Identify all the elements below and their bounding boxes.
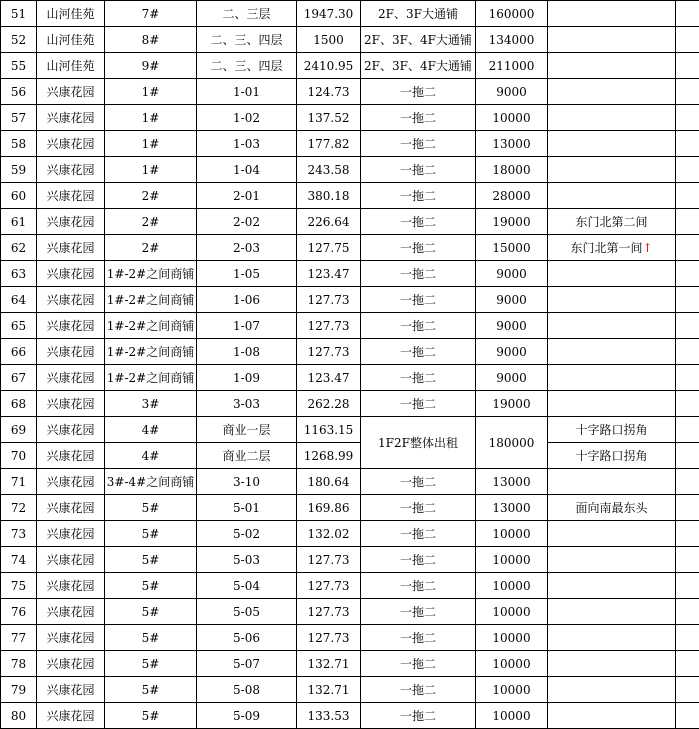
blank-cell: [676, 365, 699, 391]
note-cell: [548, 495, 676, 521]
property-name-cell: 山河佳苑: [37, 27, 105, 53]
row-number-cell: 74: [1, 547, 37, 573]
area-cell: 137.52: [297, 105, 361, 131]
note-cell: [548, 209, 676, 235]
layout-type-cell: 一拖二: [361, 391, 476, 417]
layout-type-cell: 一拖二: [361, 261, 476, 287]
property-name-cell: 兴康花园: [37, 313, 105, 339]
note-cell: [548, 157, 676, 183]
property-name-cell: 兴康花园: [37, 443, 105, 469]
building-cell: 5#: [105, 547, 197, 573]
property-name-cell: 兴康花园: [37, 651, 105, 677]
row-number-cell: 62: [1, 235, 37, 261]
blank-cell: [676, 1, 699, 27]
blank-cell: [676, 131, 699, 157]
row-number-cell: 63: [1, 261, 37, 287]
note-cell: [548, 1, 676, 27]
note-cell: [548, 287, 676, 313]
layout-type-cell: 一拖二: [361, 677, 476, 703]
building-cell: 5#: [105, 495, 197, 521]
property-name-cell: 山河佳苑: [37, 1, 105, 27]
building-cell: 5#: [105, 651, 197, 677]
building-cell: 1#: [105, 157, 197, 183]
note-cell: [548, 261, 676, 287]
layout-type-cell: 一拖二: [361, 703, 476, 729]
unit-cell: 5-01: [197, 495, 297, 521]
property-name-cell: 兴康花园: [37, 339, 105, 365]
layout-type-cell: 一拖二: [361, 313, 476, 339]
rent-cell: 160000: [476, 1, 548, 27]
blank-cell: [676, 573, 699, 599]
property-name-cell: 兴康花园: [37, 495, 105, 521]
area-cell: 132.71: [297, 677, 361, 703]
property-name-cell: 兴康花园: [37, 261, 105, 287]
table-row: [1, 573, 699, 599]
property-name-cell: 兴康花园: [37, 625, 105, 651]
note-cell: [548, 573, 676, 599]
note-text: 十字路口拐角: [575, 423, 648, 437]
row-number-cell: 65: [1, 313, 37, 339]
unit-cell: 5-02: [197, 521, 297, 547]
row-number-cell: 51: [1, 1, 37, 27]
table-row: [1, 495, 699, 521]
property-name-cell: 兴康花园: [37, 599, 105, 625]
rent-cell: 9000: [476, 79, 548, 105]
row-number-cell: 71: [1, 469, 37, 495]
blank-cell: [676, 287, 699, 313]
table-body: [1, 1, 699, 729]
building-cell: 8#: [105, 27, 197, 53]
rent-cell: 10000: [476, 677, 548, 703]
unit-cell: 1-01: [197, 79, 297, 105]
blank-cell: [676, 53, 699, 79]
unit-cell: 二、三层: [197, 1, 297, 27]
blank-cell: [676, 261, 699, 287]
building-cell: 1#: [105, 131, 197, 157]
note-cell: [548, 183, 676, 209]
rent-cell: 10000: [476, 547, 548, 573]
area-cell: 226.64: [297, 209, 361, 235]
note-cell: [548, 105, 676, 131]
rent-cell: 10000: [476, 573, 548, 599]
building-cell: 5#: [105, 703, 197, 729]
building-cell: 1#-2#之间商铺: [105, 287, 197, 313]
area-cell: 169.86: [297, 495, 361, 521]
area-cell: 123.47: [297, 365, 361, 391]
unit-cell: 3-03: [197, 391, 297, 417]
property-name-cell: 兴康花园: [37, 183, 105, 209]
building-cell: 1#-2#之间商铺: [105, 261, 197, 287]
rent-cell: 28000: [476, 183, 548, 209]
building-cell: 1#-2#之间商铺: [105, 365, 197, 391]
row-number-cell: 66: [1, 339, 37, 365]
table-row: [1, 287, 699, 313]
unit-cell: 二、三、四层: [197, 53, 297, 79]
unit-cell: 2-01: [197, 183, 297, 209]
row-number-cell: 78: [1, 651, 37, 677]
note-cell: [548, 391, 676, 417]
table-row: [1, 625, 699, 651]
layout-type-cell: 一拖二: [361, 287, 476, 313]
area-cell: 262.28: [297, 391, 361, 417]
area-cell: 127.75: [297, 235, 361, 261]
note-cell: [548, 79, 676, 105]
table-row: [1, 365, 699, 391]
rent-cell: 10000: [476, 651, 548, 677]
table-row: [1, 391, 699, 417]
property-name-cell: 兴康花园: [37, 157, 105, 183]
property-name-cell: 兴康花园: [37, 79, 105, 105]
layout-type-cell: 一拖二: [361, 79, 476, 105]
rent-cell: 211000: [476, 53, 548, 79]
rent-cell: 9000: [476, 287, 548, 313]
table-row: [1, 235, 699, 261]
row-number-cell: 76: [1, 599, 37, 625]
unit-cell: 1-08: [197, 339, 297, 365]
layout-type-cell: 一拖二: [361, 105, 476, 131]
rent-cell: 19000: [476, 209, 548, 235]
blank-cell: [676, 105, 699, 131]
layout-type-cell: 一拖二: [361, 339, 476, 365]
table-row: [1, 79, 699, 105]
layout-type-cell: 一拖二: [361, 469, 476, 495]
area-cell: 243.58: [297, 157, 361, 183]
blank-cell: [676, 547, 699, 573]
area-cell: 1268.99: [297, 443, 361, 469]
layout-type-cell: 1F2F整体出租: [361, 417, 476, 469]
note-text: 十字路口拐角: [575, 449, 648, 463]
building-cell: 3#: [105, 391, 197, 417]
area-cell: 133.53: [297, 703, 361, 729]
layout-type-cell: 一拖二: [361, 651, 476, 677]
area-cell: 127.73: [297, 625, 361, 651]
row-number-cell: 68: [1, 391, 37, 417]
layout-type-cell: 一拖二: [361, 209, 476, 235]
table-row: [1, 157, 699, 183]
row-number-cell: 77: [1, 625, 37, 651]
blank-cell: [676, 391, 699, 417]
building-cell: 5#: [105, 677, 197, 703]
rent-cell: 19000: [476, 391, 548, 417]
rent-cell: 9000: [476, 313, 548, 339]
layout-type-cell: 一拖二: [361, 365, 476, 391]
property-name-cell: 兴康花园: [37, 105, 105, 131]
unit-cell: 1-04: [197, 157, 297, 183]
unit-cell: 3-10: [197, 469, 297, 495]
area-cell: 1947.30: [297, 1, 361, 27]
blank-cell: [676, 157, 699, 183]
note-text: 东门北第一间: [570, 241, 643, 255]
table-row: [1, 443, 699, 469]
unit-cell: 商业一层: [197, 417, 297, 443]
property-name-cell: 兴康花园: [37, 547, 105, 573]
row-number-cell: 75: [1, 573, 37, 599]
building-cell: 2#: [105, 235, 197, 261]
property-name-cell: 兴康花园: [37, 365, 105, 391]
layout-type-cell: 一拖二: [361, 625, 476, 651]
layout-type-cell: 一拖二: [361, 235, 476, 261]
rent-cell: 10000: [476, 599, 548, 625]
property-name-cell: 兴康花园: [37, 521, 105, 547]
table-row: [1, 547, 699, 573]
property-name-cell: 兴康花园: [37, 391, 105, 417]
area-cell: 380.18: [297, 183, 361, 209]
note-cell: [548, 469, 676, 495]
blank-cell: [676, 443, 699, 469]
layout-type-cell: 一拖二: [361, 131, 476, 157]
blank-cell: [676, 495, 699, 521]
row-number-cell: 70: [1, 443, 37, 469]
building-cell: 5#: [105, 599, 197, 625]
area-cell: 127.73: [297, 287, 361, 313]
rent-cell: 10000: [476, 521, 548, 547]
property-name-cell: 兴康花园: [37, 417, 105, 443]
unit-cell: 1-03: [197, 131, 297, 157]
row-number-cell: 58: [1, 131, 37, 157]
blank-cell: [676, 703, 699, 729]
table-row: [1, 209, 699, 235]
property-name-cell: 山河佳苑: [37, 53, 105, 79]
table-row: [1, 703, 699, 729]
property-name-cell: 兴康花园: [37, 235, 105, 261]
note-cell: [548, 53, 676, 79]
table-row: [1, 105, 699, 131]
property-name-cell: 兴康花园: [37, 703, 105, 729]
note-text: 东门北第二间: [575, 215, 648, 229]
area-cell: 1500: [297, 27, 361, 53]
row-number-cell: 67: [1, 365, 37, 391]
unit-cell: 5-08: [197, 677, 297, 703]
unit-cell: 1-02: [197, 105, 297, 131]
note-cell: [548, 521, 676, 547]
area-cell: 127.73: [297, 573, 361, 599]
property-name-cell: 兴康花园: [37, 209, 105, 235]
area-cell: 127.73: [297, 339, 361, 365]
building-cell: 5#: [105, 625, 197, 651]
building-cell: 1#-2#之间商铺: [105, 339, 197, 365]
building-cell: 3#-4#之间商铺: [105, 469, 197, 495]
property-name-cell: 兴康花园: [37, 677, 105, 703]
unit-cell: 1-07: [197, 313, 297, 339]
area-cell: 123.47: [297, 261, 361, 287]
blank-cell: [676, 209, 699, 235]
blank-cell: [676, 313, 699, 339]
area-cell: 127.73: [297, 599, 361, 625]
unit-cell: 1-06: [197, 287, 297, 313]
rent-cell: 13000: [476, 495, 548, 521]
note-cell: [548, 339, 676, 365]
row-number-cell: 55: [1, 53, 37, 79]
unit-cell: 5-06: [197, 625, 297, 651]
unit-cell: 1-05: [197, 261, 297, 287]
note-cell: [548, 625, 676, 651]
rent-cell: 9000: [476, 339, 548, 365]
unit-cell: 5-04: [197, 573, 297, 599]
building-cell: 2#: [105, 183, 197, 209]
layout-type-cell: 一拖二: [361, 157, 476, 183]
building-cell: 1#: [105, 105, 197, 131]
property-name-cell: 兴康花园: [37, 573, 105, 599]
table-row: [1, 339, 699, 365]
building-cell: 5#: [105, 573, 197, 599]
table-row: [1, 27, 699, 53]
unit-cell: 二、三、四层: [197, 27, 297, 53]
rent-cell: 18000: [476, 157, 548, 183]
row-number-cell: 57: [1, 105, 37, 131]
area-cell: 127.73: [297, 547, 361, 573]
table-row: [1, 183, 699, 209]
layout-type-cell: 一拖二: [361, 495, 476, 521]
unit-cell: 2-02: [197, 209, 297, 235]
blank-cell: [676, 651, 699, 677]
blank-cell: [676, 677, 699, 703]
layout-type-cell: 一拖二: [361, 573, 476, 599]
table-row: [1, 521, 699, 547]
blank-cell: [676, 339, 699, 365]
rent-cell: 134000: [476, 27, 548, 53]
building-cell: 1#-2#之间商铺: [105, 313, 197, 339]
area-cell: 2410.95: [297, 53, 361, 79]
area-cell: 124.73: [297, 79, 361, 105]
table-row: [1, 131, 699, 157]
note-cell: [548, 651, 676, 677]
area-cell: 127.73: [297, 313, 361, 339]
table-row: [1, 261, 699, 287]
rent-cell: 10000: [476, 625, 548, 651]
unit-cell: 5-09: [197, 703, 297, 729]
note-cell: [548, 27, 676, 53]
row-number-cell: 61: [1, 209, 37, 235]
area-cell: 132.71: [297, 651, 361, 677]
unit-cell: 商业二层: [197, 443, 297, 469]
table-row: [1, 53, 699, 79]
layout-type-cell: 2F、3F、4F大通铺: [361, 27, 476, 53]
row-number-cell: 56: [1, 79, 37, 105]
building-cell: 9#: [105, 53, 197, 79]
property-name-cell: 兴康花园: [37, 287, 105, 313]
row-number-cell: 59: [1, 157, 37, 183]
note-cell: [548, 131, 676, 157]
row-number-cell: 79: [1, 677, 37, 703]
row-number-cell: 80: [1, 703, 37, 729]
table-row: [1, 469, 699, 495]
row-number-cell: 60: [1, 183, 37, 209]
blank-cell: [676, 469, 699, 495]
layout-type-cell: 2F、3F大通铺: [361, 1, 476, 27]
blank-cell: [676, 79, 699, 105]
note-cell: [548, 677, 676, 703]
table-row: [1, 417, 699, 443]
note-text: 面向南最东头: [575, 501, 648, 515]
building-cell: 4#: [105, 417, 197, 443]
blank-cell: [676, 183, 699, 209]
note-cell: [548, 547, 676, 573]
note-cell: [548, 703, 676, 729]
building-cell: 2#: [105, 209, 197, 235]
unit-cell: 5-05: [197, 599, 297, 625]
blank-cell: [676, 417, 699, 443]
note-cell: [548, 443, 676, 469]
note-cell: [548, 235, 676, 261]
note-cell: [548, 313, 676, 339]
blank-cell: [676, 521, 699, 547]
rent-cell: 15000: [476, 235, 548, 261]
blank-cell: [676, 625, 699, 651]
rent-cell: 13000: [476, 469, 548, 495]
rent-cell: 9000: [476, 365, 548, 391]
note-cell: [548, 417, 676, 443]
row-number-cell: 69: [1, 417, 37, 443]
blank-cell: [676, 599, 699, 625]
layout-type-cell: 一拖二: [361, 183, 476, 209]
note-cell: [548, 365, 676, 391]
building-cell: 4#: [105, 443, 197, 469]
area-cell: 177.82: [297, 131, 361, 157]
table-row: [1, 651, 699, 677]
row-number-cell: 72: [1, 495, 37, 521]
unit-cell: 5-03: [197, 547, 297, 573]
rent-cell: 13000: [476, 131, 548, 157]
building-cell: 7#: [105, 1, 197, 27]
blank-cell: [676, 235, 699, 261]
blank-cell: [676, 27, 699, 53]
table-row: [1, 599, 699, 625]
property-name-cell: 兴康花园: [37, 469, 105, 495]
unit-cell: 1-09: [197, 365, 297, 391]
building-cell: 1#: [105, 79, 197, 105]
area-cell: 132.02: [297, 521, 361, 547]
rent-cell: 9000: [476, 261, 548, 287]
area-cell: 1163.15: [297, 417, 361, 443]
layout-type-cell: 一拖二: [361, 599, 476, 625]
table-row: [1, 313, 699, 339]
rent-cell: 180000: [476, 417, 548, 469]
rent-cell: 10000: [476, 105, 548, 131]
rent-cell: 10000: [476, 703, 548, 729]
building-cell: 5#: [105, 521, 197, 547]
row-number-cell: 64: [1, 287, 37, 313]
table-row: [1, 1, 699, 27]
layout-type-cell: 一拖二: [361, 521, 476, 547]
row-number-cell: 73: [1, 521, 37, 547]
area-cell: 180.64: [297, 469, 361, 495]
up-arrow-icon: ↑: [642, 241, 653, 255]
note-cell: [548, 599, 676, 625]
row-number-cell: 52: [1, 27, 37, 53]
layout-type-cell: 2F、3F、4F大通铺: [361, 53, 476, 79]
layout-type-cell: 一拖二: [361, 547, 476, 573]
unit-cell: 5-07: [197, 651, 297, 677]
unit-cell: 2-03: [197, 235, 297, 261]
table-row: [1, 677, 699, 703]
property-name-cell: 兴康花园: [37, 131, 105, 157]
